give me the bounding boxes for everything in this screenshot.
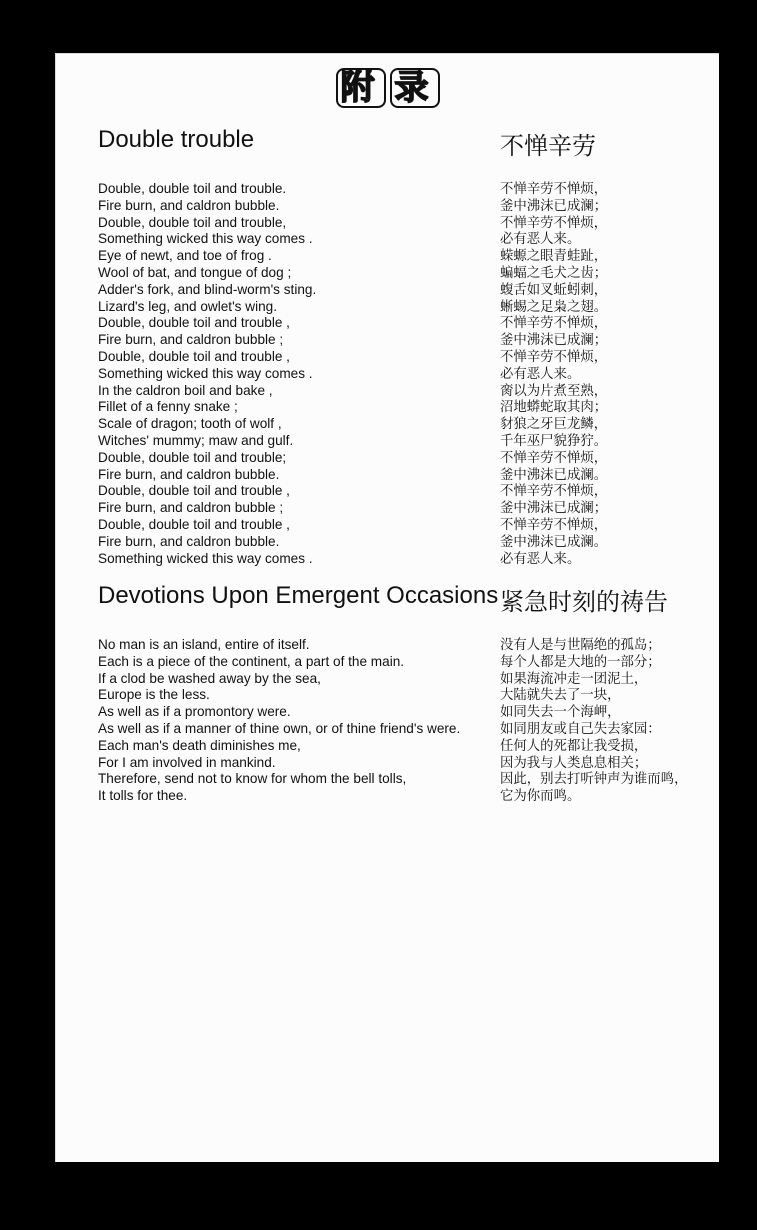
poem-line-zh: 如同朋友或自己失去家园： xyxy=(500,720,661,736)
poem-line-en: Therefore, send not to know for whom the bell tolls, xyxy=(98,771,407,787)
section-title-zh: 紧急时刻的祷告 xyxy=(500,589,668,616)
poem-line-zh: 必有恶人来。 xyxy=(500,365,581,381)
poem-line-zh: 大陆就失去了一块， xyxy=(500,687,621,703)
poem-line xyxy=(98,500,698,517)
poem-line-zh: 蝾螈之眼青蛙趾， xyxy=(500,248,608,264)
poem-line xyxy=(98,399,698,416)
poem-line xyxy=(98,534,698,551)
poem-line xyxy=(98,332,698,349)
section-title-en: Double trouble xyxy=(98,126,255,153)
poem-line-en: Lizard's leg, and owlet's wing. xyxy=(98,298,277,314)
poem-line-zh: 因为我与人类息息相关； xyxy=(500,754,648,770)
poem-line-zh: 沼地蟒蛇取其肉； xyxy=(500,399,608,415)
poem-line xyxy=(98,738,698,755)
poem-line xyxy=(98,433,698,450)
poem-line-en: In the caldron boil and bake , xyxy=(98,382,273,398)
poem-line xyxy=(98,299,698,316)
poem-line-en: No man is an island, entire of itself. xyxy=(98,637,310,652)
poem-line-en: Each is a piece of the continent, a part of the main. xyxy=(98,653,405,669)
poem-line xyxy=(98,383,698,400)
poem-line-en: Something wicked this way comes . xyxy=(98,365,313,381)
poem-line-en: It tolls for thee. xyxy=(98,788,188,804)
poem-line-zh: 每个人都是大地的一部分； xyxy=(500,653,661,669)
poem-line-en: Double, double toil and trouble , xyxy=(98,348,290,364)
poem-line xyxy=(98,181,698,198)
poem-line xyxy=(98,788,698,805)
poem-line-zh: 釜中沸沫已成澜； xyxy=(500,500,608,516)
poem-line-zh: 不惮辛劳不惮烦， xyxy=(500,516,608,532)
poem-line-en: Witches' mummy; maw and gulf. xyxy=(98,432,294,448)
poem-lines xyxy=(98,637,698,805)
poem-line-zh: 没有人是与世隔绝的孤岛； xyxy=(500,637,661,652)
appendix-heading xyxy=(56,68,719,108)
poem-line-en: As well as if a manner of thine own, or of thine friend's were. xyxy=(98,720,461,736)
poem-line-en: Double, double toil and trouble. xyxy=(98,181,287,196)
poem-line xyxy=(98,467,698,484)
poem-line-zh: 不惮辛劳不惮烦， xyxy=(500,449,608,465)
poem-line-zh: 不惮辛劳不惮烦， xyxy=(500,483,608,499)
poem-line-en: Fire burn, and caldron bubble. xyxy=(98,533,280,549)
poem-line-en: Eye of newt, and toe of frog . xyxy=(98,248,272,264)
section-title-en: Devotions Upon Emergent Occasions xyxy=(98,582,499,609)
poem-line-zh: 蜥蜴之足枭之翅。 xyxy=(500,298,608,314)
poem-line-en: Wool of bat, and tongue of dog ; xyxy=(98,264,292,280)
poem-line xyxy=(98,771,698,788)
poem-line-zh: 任何人的死都让我受损， xyxy=(500,737,648,753)
poem-line-en: Double, double toil and trouble , xyxy=(98,315,290,331)
poem-line-zh: 蝮舌如叉蚯蚓刺， xyxy=(500,281,608,297)
poem-line-en: Double, double toil and trouble , xyxy=(98,483,290,499)
poem-line xyxy=(98,551,698,568)
poem-line-zh: 它为你而鸣。 xyxy=(500,788,581,804)
poem-line-en: Fire burn, and caldron bubble ; xyxy=(98,500,284,516)
poem-line-zh: 必有恶人来。 xyxy=(500,231,581,247)
poem-line-en: Double, double toil and trouble , xyxy=(98,516,290,532)
poem-line xyxy=(98,704,698,721)
poem-line xyxy=(98,315,698,332)
poem-line-zh: 必有恶人来。 xyxy=(500,550,581,566)
poem-line-en: Something wicked this way comes . xyxy=(98,550,313,566)
poem-line-en: Fire burn, and caldron bubble. xyxy=(98,466,280,482)
poem-line-zh: 千年巫尸貌狰狞。 xyxy=(500,432,608,448)
poem-line-en: Double, double toil and trouble, xyxy=(98,214,287,230)
poem-line xyxy=(98,282,698,299)
section-title-zh: 不惮辛劳 xyxy=(500,133,596,160)
poem-line-zh: 因此，别去打听钟声为谁而鸣， xyxy=(500,771,688,787)
poem-line-zh: 不惮辛劳不惮烦， xyxy=(500,315,608,331)
poem-line xyxy=(98,349,698,366)
poem-line-zh: 釜中沸沫已成澜； xyxy=(500,197,608,213)
poem-line-en: If a clod be washed away by the sea, xyxy=(98,670,321,686)
poem-line xyxy=(98,265,698,282)
poem-line xyxy=(98,450,698,467)
poem-line-zh: 不惮辛劳不惮烦， xyxy=(500,181,608,196)
poem-line xyxy=(98,637,698,654)
poem-line-en: Fire burn, and caldron bubble. xyxy=(98,197,280,213)
poem-line xyxy=(98,248,698,265)
poem-line-zh: 釜中沸沫已成澜。 xyxy=(500,466,608,482)
poem-line xyxy=(98,755,698,772)
poem-line-zh: 釜中沸沫已成澜； xyxy=(500,332,608,348)
poem-line xyxy=(98,198,698,215)
poem-line-en: Fire burn, and caldron bubble ; xyxy=(98,332,284,348)
poem-line xyxy=(98,671,698,688)
poem-line-en: Scale of dragon; tooth of wolf , xyxy=(98,416,282,432)
poem-line-en: Fillet of a fenny snake ; xyxy=(98,399,238,415)
poem-line-zh: 釜中沸沫已成澜。 xyxy=(500,533,608,549)
poem-line-zh: 蝙蝠之毛犬之齿； xyxy=(500,264,608,280)
poem-line xyxy=(98,215,698,232)
poem-line xyxy=(98,366,698,383)
poem-line-en: Double, double toil and trouble; xyxy=(98,449,287,465)
poem-line-zh: 脔以为片煮至熟， xyxy=(500,382,608,398)
document-page xyxy=(55,53,719,1162)
poem-line xyxy=(98,483,698,500)
appendix-heading-char-2: 录 xyxy=(390,68,440,108)
poem-line xyxy=(98,517,698,534)
poem-line-zh: 如果海流冲走一团泥土， xyxy=(500,670,648,686)
poem-line xyxy=(98,721,698,738)
poem-line xyxy=(98,654,698,671)
poem-line-zh: 如同失去一个海岬， xyxy=(500,704,621,720)
poem-line-zh: 不惮辛劳不惮烦， xyxy=(500,214,608,230)
poem-line-en: As well as if a promontory were. xyxy=(98,704,291,720)
poem-line-zh: 豺狼之牙巨龙鳞， xyxy=(500,416,608,432)
poem-line xyxy=(98,231,698,248)
appendix-heading-char-1: 附 xyxy=(336,68,386,108)
poem-line-en: Something wicked this way comes . xyxy=(98,231,313,247)
poem-line-en: Europe is the less. xyxy=(98,687,210,703)
poem-line-en: Each man's death diminishes me, xyxy=(98,737,301,753)
poem-line xyxy=(98,687,698,704)
poem-lines xyxy=(98,181,698,567)
poem-line-en: For I am involved in mankind. xyxy=(98,754,276,770)
poem-line-zh: 不惮辛劳不惮烦， xyxy=(500,348,608,364)
poem-line-en: Adder's fork, and blind-worm's sting. xyxy=(98,281,317,297)
poem-line xyxy=(98,416,698,433)
